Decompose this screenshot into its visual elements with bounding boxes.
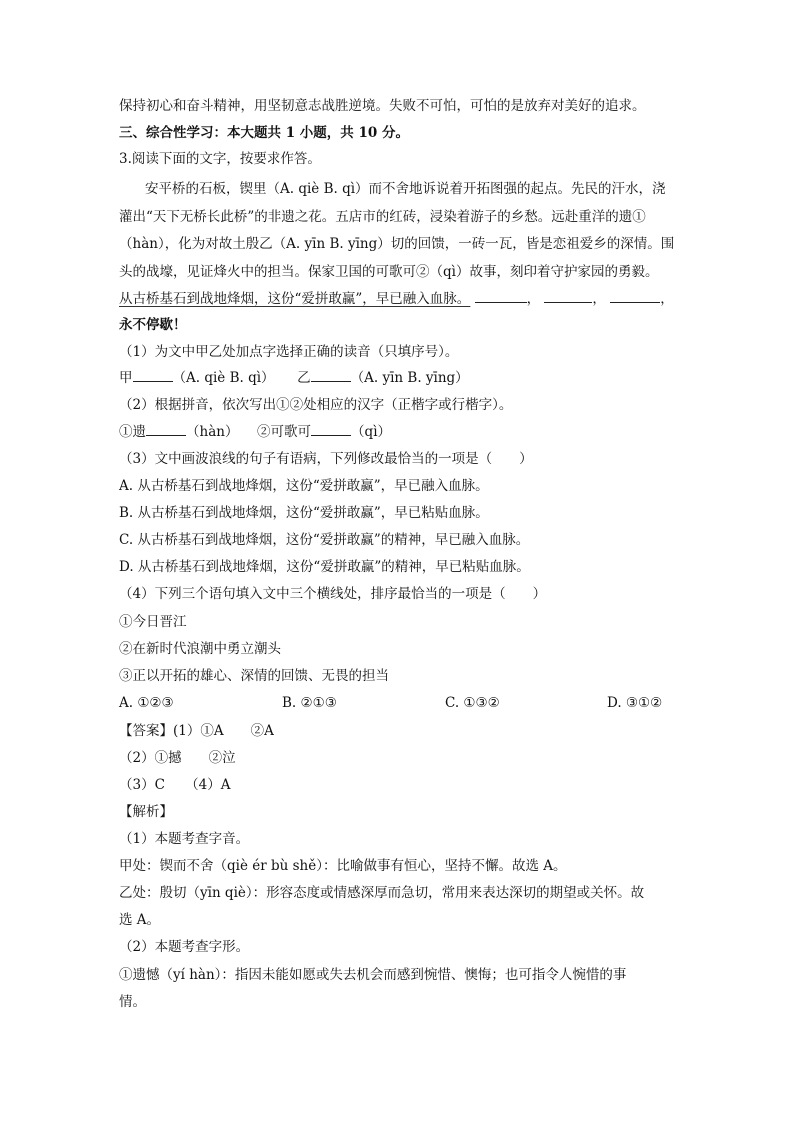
subquestion: （4）下列三个语句填入文中三个横线处，排序最恰当的一项是（ ） (119, 586, 547, 602)
subquestion-answer-line (119, 369, 469, 387)
subquestion-answer-line (119, 423, 391, 441)
body-line: 保持初心和奋斗精神，用坚韧意志战胜逆境。失败不可怕，可怕的是放弃对美好的追求。 (119, 98, 646, 114)
label-2: ②可歌可 (257, 424, 312, 440)
fill-blank (544, 290, 592, 303)
analysis-line: 乙处：殷切（yīn qiè）：形容态度或情感深厚而急切，常用来表达深切的期望或关怀。故 (119, 885, 645, 901)
options-jia: （A. qiè B. qì） (172, 370, 275, 386)
sentence-1: ①今日晋江 (119, 614, 187, 630)
passage-line: （hàn），化为对故土殷乙（A. yīn B. yīng）切的回馈，一砖一瓦，皆是恋祖爱乡的深情。围 (119, 236, 675, 252)
fill-blank (311, 423, 351, 436)
analysis-heading: 【解析】 (119, 804, 173, 820)
option-a: A. ①②③ (119, 695, 174, 711)
analysis-line: （2）本题考查字形。 (119, 939, 250, 955)
analysis-line: 情。 (119, 994, 146, 1010)
pinyin-2: （qì） (351, 424, 392, 440)
choice-c: C. 从古桥基石到战地烽烟，这份“爱拼敢赢”的精神，早已融入血脉。 (119, 532, 530, 548)
analysis-line: 甲处：锲而不舍（qiè ér bù shě）：比喻做事有恒心，坚持不懈。故选 A。 (119, 858, 567, 874)
label-1: ①遗 (119, 424, 146, 440)
option-b: B. ②①③ (282, 695, 337, 711)
comma: ， (526, 291, 541, 307)
choice-d: D. 从古桥基石到战地烽烟，这份“爱拼敢赢”的精神，早已粘贴血脉。 (119, 559, 530, 575)
passage-line: 永不停歇！ (119, 317, 187, 333)
subquestion: （2）根据拼音，依次写出①②处相应的汉字（正楷字或行楷字）。 (119, 397, 513, 413)
subquestion: （3）文中画波浪线的句子有语病，下列修改最恰当的一项是（ ） (119, 451, 533, 467)
passage-line: 安平桥的石板，锲里（A. qiè B. qì）而不舍地诉说着开拓图强的起点。先民的汗水，浇 (145, 181, 666, 197)
section-heading: 三、综合性学习：本大题共 1 小题，共 10 分。 (119, 125, 409, 141)
choice-a: A. 从古桥基石到战地烽烟，这份“爱拼敢赢”，早已融入血脉。 (119, 478, 489, 494)
passage-line (119, 290, 674, 308)
analysis-line: ①遗憾（yí hàn）：指因未能如愿或失去机会而感到惋惜、懊悔；也可指令人惋惜的事 (119, 967, 627, 983)
fill-blank (146, 423, 186, 436)
option-c: C. ①③② (445, 695, 500, 711)
wavy-underlined-sentence: 从古桥基石到战地烽烟，这份“爱拼敢赢”，早已融入血脉。 (119, 291, 471, 307)
choice-b: B. 从古桥基石到战地烽烟，这份“爱拼敢赢”，早已粘贴血脉。 (119, 505, 489, 521)
label-yi: 乙 (297, 370, 311, 386)
pinyin-1: （hàn） (186, 424, 239, 440)
comma: ， (592, 291, 606, 307)
passage-line: 头的战壕，见证烽火中的担当。保家卫国的可歌可②（qì）故事，刻印着守护家园的勇毅。 (119, 264, 659, 280)
passage-line: 灌出“天下无桥长此桥”的非遗之花。五店市的红砖，浸染着游子的乡愁。远赴重洋的遗① (119, 209, 646, 225)
question-title: 3.阅读下面的文字，按要求作答。 (119, 151, 321, 167)
answer-line: （3）C （4）A (119, 777, 231, 793)
comma: ， (660, 291, 674, 307)
fill-blank (133, 369, 173, 382)
fill-blank (311, 369, 351, 382)
answer-line: 【答案】(1）①A ②A (119, 723, 274, 739)
fill-blank (610, 290, 660, 303)
subquestion: （1）为文中甲乙处加点字选择正确的读音（只填序号）。 (119, 344, 459, 360)
fill-blank (475, 290, 527, 303)
analysis-line: （1）本题考查字音。 (119, 831, 250, 847)
label-jia: 甲 (119, 370, 133, 386)
analysis-line: 选 A。 (119, 912, 161, 928)
answer-line: （2）①撼 ②泣 (119, 750, 236, 766)
options-yi: （A. yīn B. yīng） (350, 370, 469, 386)
sentence-2: ②在新时代浪潮中勇立潮头 (119, 641, 281, 657)
option-d: D. ③①② (607, 695, 663, 711)
sentence-3: ③正以开拓的雄心、深情的回馈、无畏的担当 (119, 668, 389, 684)
